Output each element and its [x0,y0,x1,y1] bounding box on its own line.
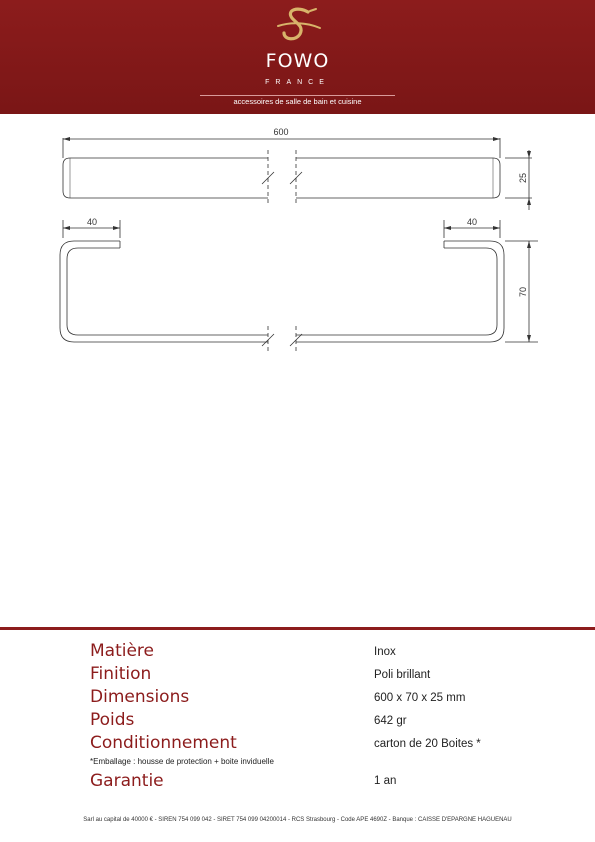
arrow-icon [63,226,70,230]
dim-left-return-label: 40 [86,217,98,227]
dim-depth-label: 70 [518,286,528,298]
arrow-icon [493,226,500,230]
spec-label-garantie: Garantie [90,771,164,791]
spec-label-matiere: Matière [90,641,155,661]
spec-value-garantie: 1 an [374,775,397,787]
arrow-icon [527,198,531,205]
packaging-note: *Emballage : housse de protection + boite inviduelle [90,757,274,766]
spec-label-poids: Poids [90,710,135,730]
spec-value-conditionnement: carton de 20 Boites * [374,738,481,750]
brand-country: FRANCE [265,79,330,86]
spec-value-finition: Poli brillant [374,669,431,681]
arrow-icon [527,335,531,342]
arrow-icon [63,137,70,141]
brand-tagline: accessoires de salle de bain et cuisine [233,97,362,106]
page-header [0,0,595,114]
dim-length-label: 600 [273,127,289,137]
front-view-left [63,158,268,198]
technical-drawing [0,120,595,360]
arrow-icon [527,241,531,248]
top-view-right-outer [296,241,504,342]
arrow-icon [527,151,531,158]
tagline-divider [200,95,395,96]
arrow-icon [113,226,120,230]
front-view-right [296,158,500,198]
spec-value-matiere: Inox [374,646,396,658]
spec-label-finition: Finition [90,664,152,684]
top-view-left-outer [60,241,268,342]
company-footer: Sarl au capital de 40000 € - SIREN 754 099 042 - SIRET 754 099 04200014 - RCS Strasbourg - Code APE 4690Z - Banque : CAISSE D'EPARGNE HAGUENAU [83,817,512,823]
spec-value-poids: 642 gr [374,715,407,727]
top-view-right-inner [296,248,497,335]
dim-right-return-label: 40 [466,217,478,227]
arrow-icon [493,137,500,141]
brand-name: FOWO [265,50,330,72]
arrow-icon [444,226,451,230]
fowo-logo-icon [270,6,326,46]
spec-value-dimensions: 600 x 70 x 25 mm [374,692,466,704]
dim-height-label: 25 [518,172,528,184]
section-divider [0,627,595,630]
top-view-left-inner [67,248,268,335]
spec-label-conditionnement: Conditionnement [90,733,237,753]
spec-label-dimensions: Dimensions [90,687,190,707]
